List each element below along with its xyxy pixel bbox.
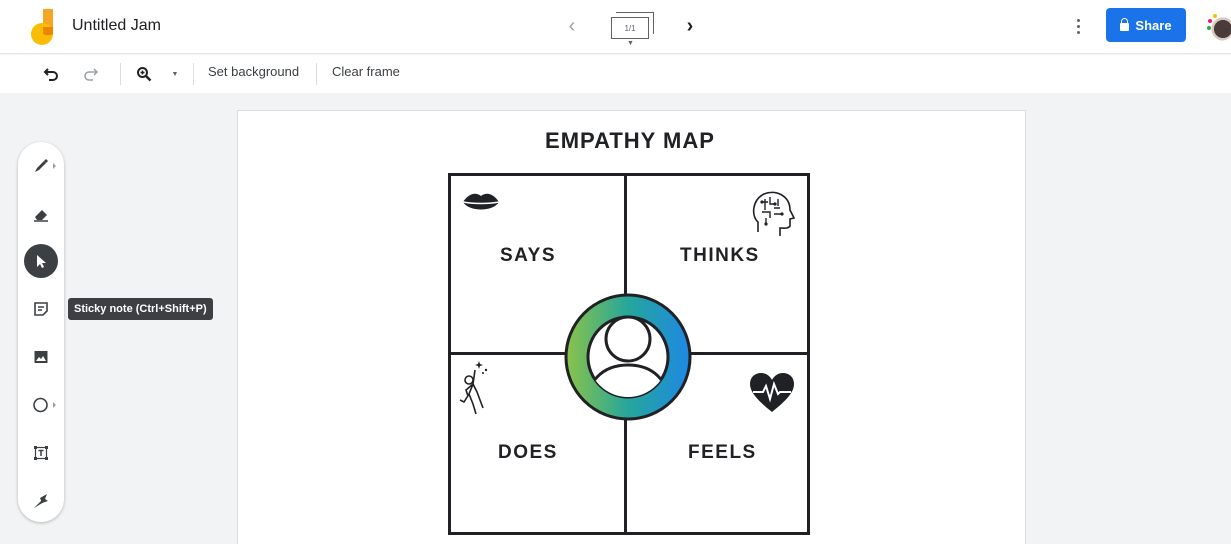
toolbar-divider bbox=[193, 63, 194, 85]
pen-tool-button[interactable] bbox=[25, 150, 57, 182]
quadrant-does-label: DOES bbox=[498, 442, 558, 463]
image-icon bbox=[32, 348, 50, 366]
select-tool-button[interactable] bbox=[24, 244, 58, 278]
shape-tool-button[interactable] bbox=[25, 389, 57, 421]
share-label: Share bbox=[1135, 17, 1172, 33]
text-box-tool-button[interactable] bbox=[25, 437, 57, 469]
top-bar bbox=[0, 0, 1231, 54]
chevron-left-icon: ‹ bbox=[568, 14, 576, 37]
dot bbox=[1077, 25, 1080, 28]
undo-button[interactable] bbox=[38, 59, 64, 89]
share-button[interactable] bbox=[1106, 8, 1186, 42]
tool-tooltip: Sticky note (Ctrl+Shift+P) bbox=[68, 298, 213, 320]
set-background-button[interactable]: Set background bbox=[208, 64, 300, 79]
edit-toolbar bbox=[0, 55, 1231, 93]
quadrant-says-label: SAYS bbox=[500, 245, 556, 266]
previous-frame-button[interactable] bbox=[560, 12, 584, 40]
canvas-title: EMPATHY MAP bbox=[545, 128, 715, 153]
zoom-button[interactable] bbox=[132, 59, 156, 89]
laser-pointer-icon bbox=[32, 492, 50, 510]
quadrant-feels-label: FEELS bbox=[688, 442, 757, 463]
avatar[interactable] bbox=[1205, 11, 1231, 41]
text-box-icon bbox=[32, 444, 50, 462]
cursor-icon bbox=[33, 253, 49, 269]
circle-shape-icon bbox=[32, 396, 50, 414]
more-options-button[interactable] bbox=[1068, 12, 1088, 40]
document-title[interactable]: Untitled Jam bbox=[72, 17, 161, 34]
dot bbox=[1077, 31, 1080, 34]
dot bbox=[1077, 19, 1080, 22]
submenu-indicator bbox=[53, 163, 56, 169]
reaching-figure-icon bbox=[456, 360, 492, 418]
caret-down-icon: ▼ bbox=[627, 40, 634, 47]
persona-avatar-icon bbox=[557, 293, 700, 422]
toolbar-divider bbox=[120, 63, 121, 85]
lock-icon bbox=[1120, 23, 1129, 31]
sticky-note-tool-button[interactable] bbox=[25, 293, 57, 325]
eraser-icon bbox=[32, 205, 50, 223]
jamboard-logo[interactable] bbox=[30, 8, 56, 46]
frame-counter: 1/1 bbox=[611, 17, 649, 39]
image-tool-button[interactable] bbox=[25, 341, 57, 373]
chevron-right-icon: › bbox=[686, 14, 694, 37]
quadrant-thinks-label: THINKS bbox=[680, 245, 760, 266]
tool-sidebar bbox=[18, 142, 64, 522]
pen-icon bbox=[32, 157, 50, 175]
clear-frame-button[interactable]: Clear frame bbox=[332, 64, 400, 79]
eraser-tool-button[interactable] bbox=[25, 198, 57, 230]
next-frame-button[interactable] bbox=[678, 12, 702, 40]
lips-icon bbox=[461, 191, 501, 213]
brain-head-icon bbox=[748, 188, 796, 240]
laser-tool-button[interactable] bbox=[25, 485, 57, 517]
frame-bar-button[interactable] bbox=[610, 12, 654, 46]
caret-down-icon: ▼ bbox=[171, 70, 179, 78]
heartbeat-icon bbox=[749, 372, 795, 414]
redo-icon bbox=[83, 66, 99, 82]
toolbar-divider bbox=[316, 63, 317, 85]
sticky-note-icon bbox=[32, 300, 50, 318]
zoom-dropdown-button[interactable] bbox=[168, 59, 182, 89]
redo-button[interactable] bbox=[78, 59, 104, 89]
submenu-indicator bbox=[53, 402, 56, 408]
zoom-in-icon bbox=[136, 66, 152, 82]
undo-icon bbox=[43, 66, 59, 82]
